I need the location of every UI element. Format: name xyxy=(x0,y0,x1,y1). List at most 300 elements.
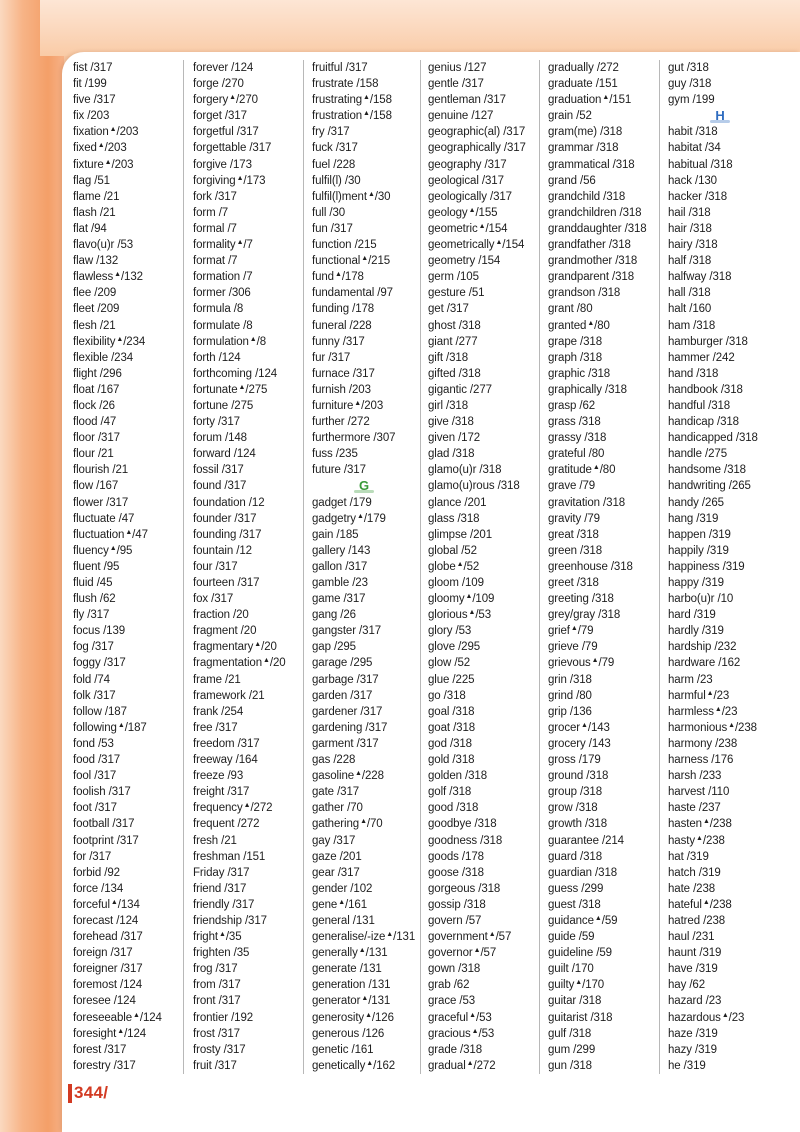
derivative-triangle-icon: ▲ xyxy=(104,158,112,166)
index-entry: gloom /109 xyxy=(428,577,484,589)
index-entry: fog /317 xyxy=(73,641,114,654)
derivative-triangle-icon: ▲ xyxy=(355,770,362,778)
index-entry: gorgeous /318 xyxy=(428,882,501,895)
page-number-text: 344/ xyxy=(74,1083,109,1102)
index-entry: habitat /34 xyxy=(668,142,721,155)
index-entry: fortune /275 xyxy=(193,399,254,412)
index-entry: generation /131 xyxy=(312,979,391,992)
index-entry: goods /178 xyxy=(428,850,484,863)
index-entry: forgery▲/270 xyxy=(193,94,258,107)
index-entry: hall /318 xyxy=(668,287,711,300)
derivative-triangle-icon: ▲ xyxy=(125,528,133,536)
index-entry: goat /318 xyxy=(428,721,476,734)
index-entry: hardship /232 xyxy=(668,641,737,654)
index-entry: flexibility▲/234 xyxy=(73,335,146,348)
index-entry: guilty▲/170 xyxy=(548,979,605,992)
index-entry: hail /318 xyxy=(668,206,711,219)
derivative-triangle-icon: ▲ xyxy=(581,721,588,729)
index-entry: formula /8 xyxy=(193,303,244,316)
index-entry: genetic /161 xyxy=(312,1043,374,1056)
index-entry: gallon /317 xyxy=(312,560,368,573)
index-entry: full /30 xyxy=(312,206,346,219)
index-entry: frost /317 xyxy=(193,1027,240,1040)
index-entry: geologically /317 xyxy=(428,190,512,203)
derivative-triangle-icon: ▲ xyxy=(117,721,125,729)
column-divider xyxy=(183,60,184,1074)
index-entry: ham /318 xyxy=(668,319,716,332)
index-entry: generosity▲/126 xyxy=(312,1011,394,1024)
index-entry: fool /317 xyxy=(73,770,117,783)
index-entry: graduate /151 xyxy=(548,78,618,91)
index-entry: happily /319 xyxy=(668,544,729,557)
index-entry: government▲/57 xyxy=(428,931,512,944)
index-entry: gardening /317 xyxy=(312,721,388,734)
index-entry: fluctuate /47 xyxy=(73,512,135,525)
index-entry: grandfather /318 xyxy=(548,239,631,252)
index-entry: gasoline▲/228 xyxy=(312,770,384,783)
index-entry: gentleman /317 xyxy=(428,94,506,107)
index-entry: foresight▲/124 xyxy=(73,1027,147,1040)
index-entry: gravitation /318 xyxy=(548,496,626,509)
top-margin-band xyxy=(40,0,800,56)
index-entry: goodness /318 xyxy=(428,834,503,847)
derivative-triangle-icon: ▲ xyxy=(602,94,610,102)
index-entry: graphic /318 xyxy=(548,367,611,380)
derivative-triangle-icon: ▲ xyxy=(365,1011,372,1019)
derivative-triangle-icon: ▲ xyxy=(236,239,244,247)
index-entry: forth /124 xyxy=(193,351,241,364)
index-entry: fuck /317 xyxy=(312,142,358,155)
index-entry: foresee /124 xyxy=(73,995,136,1008)
page-number xyxy=(68,1083,108,1103)
index-entry: gradual▲/272 xyxy=(428,1059,496,1072)
index-entry: guitar /318 xyxy=(548,995,602,1008)
index-entry: gross /179 xyxy=(548,754,601,767)
derivative-triangle-icon: ▲ xyxy=(468,609,476,617)
index-entry: handy /265 xyxy=(668,496,724,509)
index-entry: grasp /62 xyxy=(548,399,596,412)
index-entry: five /317 xyxy=(73,94,116,107)
index-entry: forest /317 xyxy=(73,1043,127,1056)
index-entry: granddaughter /318 xyxy=(548,222,647,235)
index-entry: focus /139 xyxy=(73,625,126,638)
index-entry: hatred /238 xyxy=(668,914,726,927)
index-entry: generally▲/131 xyxy=(312,947,388,960)
index-entry: goose /318 xyxy=(428,866,484,879)
index-entry: hand /318 xyxy=(668,367,719,380)
index-entry: gratitude▲/80 xyxy=(548,464,616,477)
index-entry: gate /317 xyxy=(312,786,360,799)
index-entry: fraction /20 xyxy=(193,609,249,622)
index-entry: flour /21 xyxy=(73,448,114,461)
derivative-triangle-icon: ▲ xyxy=(116,335,124,343)
derivative-triangle-icon: ▲ xyxy=(360,818,367,826)
index-entry: fright▲/35 xyxy=(193,931,242,944)
index-entry: fold /74 xyxy=(73,673,110,686)
index-entry: generous /126 xyxy=(312,1027,385,1040)
index-entry: handful /318 xyxy=(668,399,731,412)
index-entry: harsh /233 xyxy=(668,770,722,783)
index-entry: gentle /317 xyxy=(428,78,484,91)
index-entry: freshman /151 xyxy=(193,850,266,863)
index-entry: found /317 xyxy=(193,480,247,493)
index-entry: four /317 xyxy=(193,560,238,573)
column-divider xyxy=(303,60,304,1074)
index-entry: handicapped /318 xyxy=(668,432,758,445)
index-entry: guardian /318 xyxy=(548,866,618,879)
index-entry: flag /51 xyxy=(73,174,110,187)
index-entry: gain /185 xyxy=(312,528,359,541)
column-divider xyxy=(659,60,660,1074)
index-entry: gang /26 xyxy=(312,609,356,622)
index-entry: grab /62 xyxy=(428,979,470,992)
index-entry: flee /209 xyxy=(73,287,117,300)
index-entry: function /215 xyxy=(312,239,377,252)
index-entry: former /306 xyxy=(193,287,251,300)
index-entry: glow /52 xyxy=(428,657,471,670)
index-entry: fragment /20 xyxy=(193,625,257,638)
index-entry: geometry /154 xyxy=(428,255,501,268)
index-entry: geometric▲/154 xyxy=(428,222,508,235)
index-entry: frequency▲/272 xyxy=(193,802,273,815)
index-entry: handsome /318 xyxy=(668,464,746,477)
index-column-3 xyxy=(312,60,416,1074)
index-entry: form /7 xyxy=(193,206,229,219)
index-entry: gap /295 xyxy=(312,641,356,654)
index-entry: genetically▲/162 xyxy=(312,1059,396,1072)
index-entry: gun /318 xyxy=(548,1059,592,1072)
index-entry: halt /160 xyxy=(668,303,712,316)
derivative-triangle-icon: ▲ xyxy=(495,239,503,247)
index-entry: goal /318 xyxy=(428,705,475,718)
index-entry: force /134 xyxy=(73,882,124,895)
index-entry: grievous▲/79 xyxy=(548,657,615,670)
index-entry: generate /131 xyxy=(312,963,382,976)
index-entry: flaw /132 xyxy=(73,255,119,268)
derivative-triangle-icon: ▲ xyxy=(456,560,464,568)
index-entry: fluent /95 xyxy=(73,560,120,573)
index-entry: fulfil(l)ment▲/30 xyxy=(312,190,391,203)
index-entry: grace /53 xyxy=(428,995,476,1008)
index-entry: forgettable /317 xyxy=(193,142,272,155)
index-entry: group /318 xyxy=(548,786,602,799)
index-entry: furnace /317 xyxy=(312,367,375,380)
index-entry: flow /167 xyxy=(73,480,119,493)
index-entry: go /318 xyxy=(428,689,466,702)
derivative-triangle-icon: ▲ xyxy=(354,399,362,407)
index-entry: flavo(u)r /53 xyxy=(73,239,134,252)
index-entry: for /317 xyxy=(73,850,112,863)
index-entry: grandmother /318 xyxy=(548,255,638,268)
index-column-4 xyxy=(428,60,532,1074)
index-entry: globe▲/52 xyxy=(428,560,480,573)
index-entry: gardener /317 xyxy=(312,705,383,718)
index-entry: golden /318 xyxy=(428,770,488,783)
index-entry: future /317 xyxy=(312,464,366,477)
index-entry: garage /295 xyxy=(312,657,373,670)
index-entry: fox /317 xyxy=(193,593,234,606)
index-entry: happiness /319 xyxy=(668,560,745,573)
index-entry: grape /318 xyxy=(548,335,602,348)
index-entry: flood /47 xyxy=(73,416,117,429)
index-entry: flock /26 xyxy=(73,399,115,412)
index-entry: guidance▲/59 xyxy=(548,914,618,927)
derivative-triangle-icon: ▲ xyxy=(366,1059,374,1067)
derivative-triangle-icon: ▲ xyxy=(117,1027,125,1035)
index-entry: habit /318 xyxy=(668,126,718,139)
index-entry: fortunate▲/275 xyxy=(193,383,268,396)
derivative-triangle-icon: ▲ xyxy=(469,1011,476,1019)
index-entry: gallery /143 xyxy=(312,544,371,557)
index-entry: grand /56 xyxy=(548,174,596,187)
index-entry: hacker /318 xyxy=(668,190,727,203)
index-entry: half /318 xyxy=(668,255,712,268)
index-entry: guideline /59 xyxy=(548,947,612,960)
index-entry: harmless▲/23 xyxy=(668,705,738,718)
index-entry: furthermore /307 xyxy=(312,432,396,445)
index-entry: forbid /92 xyxy=(73,866,120,879)
index-entry: freeze /93 xyxy=(193,770,244,783)
index-entry: haunt /319 xyxy=(668,947,722,960)
index-entry: founder /317 xyxy=(193,512,257,525)
index-entry: fluid /45 xyxy=(73,577,113,589)
index-entry: food /317 xyxy=(73,754,121,767)
index-entry: fist /317 xyxy=(73,62,113,74)
index-entry: forestry /317 xyxy=(73,1059,136,1072)
index-entry: gathering▲/70 xyxy=(312,818,383,831)
index-entry: hat /319 xyxy=(668,850,709,863)
index-entry: hardware /162 xyxy=(668,657,741,670)
index-entry: handbook /318 xyxy=(668,383,743,396)
index-entry: haze /319 xyxy=(668,1027,718,1040)
index-entry: haul /231 xyxy=(668,931,715,944)
index-entry: get /317 xyxy=(428,303,469,316)
index-entry: halfway /318 xyxy=(668,271,732,284)
index-entry: grin /318 xyxy=(548,673,592,686)
index-entry: handwriting /265 xyxy=(668,480,751,493)
index-entry: graceful▲/53 xyxy=(428,1011,492,1024)
index-entry: gadget /179 xyxy=(312,496,372,509)
derivative-triangle-icon: ▲ xyxy=(728,721,735,729)
index-entry: glory /53 xyxy=(428,625,472,638)
index-entry: handle /275 xyxy=(668,448,728,461)
index-entry: graphically /318 xyxy=(548,383,627,396)
index-entry: gradually /272 xyxy=(548,62,619,74)
index-entry: formation /7 xyxy=(193,271,253,284)
derivative-triangle-icon: ▲ xyxy=(263,657,270,665)
index-entry: have /319 xyxy=(668,963,718,976)
derivative-triangle-icon: ▲ xyxy=(243,802,251,810)
derivative-triangle-icon: ▲ xyxy=(575,979,583,987)
index-entry: foundation /12 xyxy=(193,496,265,509)
derivative-triangle-icon: ▲ xyxy=(702,818,710,826)
index-entry: harmful▲/23 xyxy=(668,689,730,702)
index-entry: granted▲/80 xyxy=(548,319,610,332)
index-entry: following▲/187 xyxy=(73,721,147,734)
index-entry: fixture▲/203 xyxy=(73,158,134,171)
index-entry: graduation▲/151 xyxy=(548,94,632,107)
index-entry: formality▲/7 xyxy=(193,239,253,252)
section-letter: G xyxy=(358,478,369,494)
index-entry: fund▲/178 xyxy=(312,271,364,284)
derivative-triangle-icon: ▲ xyxy=(594,914,602,922)
index-entry: harmonious▲/238 xyxy=(668,721,757,734)
index-entry: geology▲/155 xyxy=(428,206,498,219)
index-entry: gracious▲/53 xyxy=(428,1027,495,1040)
index-entry: friend /317 xyxy=(193,882,247,895)
index-entry: fond /53 xyxy=(73,737,114,750)
index-entry: freight /317 xyxy=(193,786,250,799)
index-entry: hard /319 xyxy=(668,609,716,622)
index-entry: formulate /8 xyxy=(193,319,253,332)
index-entry: forward /124 xyxy=(193,448,256,461)
derivative-triangle-icon: ▲ xyxy=(696,834,703,842)
derivative-triangle-icon: ▲ xyxy=(465,593,473,601)
index-entry: fulfil(l) /30 xyxy=(312,174,361,187)
index-entry: glamo(u)r /318 xyxy=(428,464,502,477)
derivative-triangle-icon: ▲ xyxy=(133,1011,140,1019)
index-entry: forum /148 xyxy=(193,432,247,445)
derivative-triangle-icon: ▲ xyxy=(334,271,342,279)
index-entry: further /272 xyxy=(312,416,370,429)
index-entry: fixed▲/203 xyxy=(73,142,127,155)
index-entry: geographic(al) /317 xyxy=(428,126,526,139)
index-entry: golf /318 xyxy=(428,786,472,799)
index-entry: guitarist /318 xyxy=(548,1011,613,1024)
index-entry: given /172 xyxy=(428,432,481,445)
page-number-bar xyxy=(68,1084,72,1103)
index-entry: grammatical /318 xyxy=(548,158,635,171)
index-entry: hairy /318 xyxy=(668,239,718,252)
index-entry: germ /105 xyxy=(428,271,479,284)
index-entry: gay /317 xyxy=(312,834,356,847)
index-entry: grammar /318 xyxy=(548,142,619,155)
index-entry: glorious▲/53 xyxy=(428,609,492,622)
index-entry: hazard /23 xyxy=(668,995,722,1008)
index-entry: growth /318 xyxy=(548,818,607,831)
derivative-triangle-icon: ▲ xyxy=(386,931,394,939)
derivative-triangle-icon: ▲ xyxy=(706,689,714,697)
index-entry: geographically /317 xyxy=(428,142,526,155)
index-entry: flower /317 xyxy=(73,496,129,509)
index-column-5 xyxy=(548,60,652,1074)
index-entry: genuine /127 xyxy=(428,110,494,123)
index-entry: founding /317 xyxy=(193,528,262,541)
index-entry: functional▲/215 xyxy=(312,255,391,268)
index-entry: guard /318 xyxy=(548,850,602,863)
index-entry: greeting /318 xyxy=(548,593,614,606)
index-entry: glove /295 xyxy=(428,641,481,654)
index-entry: hang /319 xyxy=(668,512,719,525)
index-entry: fragmentary▲/20 xyxy=(193,641,277,654)
index-entry: hair /318 xyxy=(668,222,712,235)
derivative-triangle-icon: ▲ xyxy=(109,544,117,552)
index-entry: ground /318 xyxy=(548,770,609,783)
derivative-triangle-icon: ▲ xyxy=(471,1027,479,1035)
index-entry: haste /237 xyxy=(668,802,721,815)
index-entry: foremost /124 xyxy=(73,979,143,992)
index-entry: hack /130 xyxy=(668,174,717,187)
index-entry: frontier /192 xyxy=(193,1011,254,1024)
index-entry: fly /317 xyxy=(73,609,110,622)
index-entry: glue /225 xyxy=(428,673,475,686)
index-entry: gold /318 xyxy=(428,754,475,767)
index-entry: fuss /235 xyxy=(312,448,358,461)
derivative-triangle-icon: ▲ xyxy=(466,1059,474,1067)
index-entry: hatch /319 xyxy=(668,866,721,879)
index-entry: gene▲/161 xyxy=(312,898,368,911)
index-entry: hay /62 xyxy=(668,979,706,992)
derivative-triangle-icon: ▲ xyxy=(587,319,595,327)
index-entry: folk /317 xyxy=(73,689,116,702)
index-entry: general /131 xyxy=(312,914,375,927)
derivative-triangle-icon: ▲ xyxy=(363,110,370,118)
index-entry: harvest /110 xyxy=(668,786,730,799)
index-entry: harness /176 xyxy=(668,754,734,767)
index-entry: fruitful /317 xyxy=(312,62,368,74)
index-entry: glance /201 xyxy=(428,496,487,509)
index-entry: guest /318 xyxy=(548,898,601,911)
index-entry: front /317 xyxy=(193,995,241,1008)
index-entry: foggy /317 xyxy=(73,657,126,670)
index-entry: frank /254 xyxy=(193,705,244,718)
index-entry: green /318 xyxy=(548,544,602,557)
column-divider xyxy=(539,60,540,1074)
index-entry: flexible /234 xyxy=(73,351,134,364)
index-entry: grain /52 xyxy=(548,110,592,123)
index-entry: geometrically▲/154 xyxy=(428,239,525,252)
index-column-1 xyxy=(73,60,177,1074)
index-entry: friendship /317 xyxy=(193,914,267,927)
index-entry: guarantee /214 xyxy=(548,834,624,847)
index-entry: gown /318 xyxy=(428,963,481,976)
index-entry: fourteen /317 xyxy=(193,577,260,589)
index-entry: furnish /203 xyxy=(312,383,371,396)
index-entry: harbo(u)r /10 xyxy=(668,593,734,606)
index-entry: grip /136 xyxy=(548,705,592,718)
index-entry: grocery /143 xyxy=(548,737,611,750)
index-entry: grass /318 xyxy=(548,416,601,429)
section-header-h xyxy=(668,108,772,124)
index-entry: grey/gray /318 xyxy=(548,609,621,622)
index-entry: flush /62 xyxy=(73,593,116,606)
index-entry: flame /21 xyxy=(73,190,120,203)
index-entry: fix /203 xyxy=(73,110,110,123)
index-entry: grassy /318 xyxy=(548,432,607,445)
index-entry: grandchild /318 xyxy=(548,190,626,203)
index-entry: gossip /318 xyxy=(428,898,486,911)
derivative-triangle-icon: ▲ xyxy=(110,898,118,906)
index-entry: foot /317 xyxy=(73,802,117,815)
index-entry: foreseeable▲/124 xyxy=(73,1011,162,1024)
index-entry: frame /21 xyxy=(193,673,241,686)
index-entry: free /317 xyxy=(193,721,238,734)
derivative-triangle-icon: ▲ xyxy=(570,625,578,633)
index-entry: gifted /318 xyxy=(428,367,481,380)
index-entry: genius /127 xyxy=(428,62,487,74)
derivative-triangle-icon: ▲ xyxy=(714,705,722,713)
derivative-triangle-icon: ▲ xyxy=(702,898,710,906)
derivative-triangle-icon: ▲ xyxy=(358,947,366,955)
derivative-triangle-icon: ▲ xyxy=(361,995,369,1003)
derivative-triangle-icon: ▲ xyxy=(591,657,599,665)
index-entry: football /317 xyxy=(73,818,135,831)
index-entry: fragmentation▲/20 xyxy=(193,657,286,670)
index-entry: hateful▲/238 xyxy=(668,898,732,911)
derivative-triangle-icon: ▲ xyxy=(473,947,481,955)
index-entry: he /319 xyxy=(668,1059,706,1072)
index-entry: gadgetry▲/179 xyxy=(312,512,386,525)
